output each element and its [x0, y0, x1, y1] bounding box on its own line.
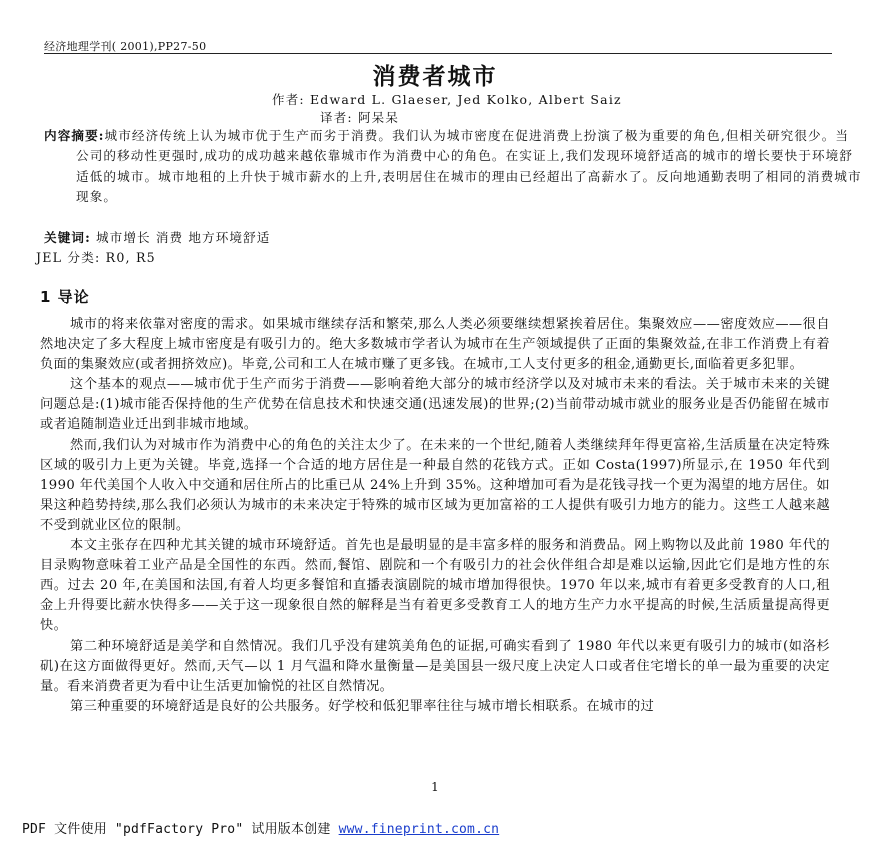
body-paragraph: 第三种重要的环境舒适是良好的公共服务。好学校和低犯罪率往往与城市增长相联系。在城市的过	[70, 698, 655, 714]
article-title: 消费者城市	[372, 63, 498, 90]
footer-text: PDF 文件使用 "pdfFactory Pro" 试用版本创建	[22, 822, 339, 837]
keywords-label: 关键词:	[44, 230, 91, 245]
body-paragraph: 然而,我们认为对城市作为消费中心的角色的关注太少了。在未来的一个世纪,随着人类继续拜年得更富裕,生活质量在决定特殊区域的吸引力上更为关键。毕竟,选择一个合适的地方居住是一种最自然的花钱方式。正如 Costa(1997)所显示,在 1950 年代到 1990 年代美国个人收入中交通和居住所占的比重已从 24%上升到 35%。这种增加可看为是花钱寻找一个更为渴望的地方居住。如果这种趋势持续,那么我们必须认为城市的未来决定于特殊的城市区域为更加富裕的工人提供有吸引力地方的能力。这些工人越来越不受到就业区位的限制。	[40, 437, 830, 533]
abstract	[44, 126, 862, 208]
body-paragraph: 城市的将来依靠对密度的需求。如果城市继续存活和繁荣,那么人类必须要继续想紧挨着居住。集聚效应——密度效应——很自然地决定了多大程度上城市密度是有吸引力的。绝大多数城市学者认为城市在生产领域提供了正面的集聚效益,在非工作消费上有着负面的集聚效应(或者拥挤效应)。毕竟,公司和工人在城市赚了更多钱。在城市,工人支付更多的租金,通勤更长,面临着更多犯罪。	[40, 317, 830, 373]
body-paragraph: 第二种环境舒适是美学和自然情况。我们几乎没有建筑美角色的证据,可确实看到了 1980 年代以来更有吸引力的城市(如洛杉矶)在这方面做得更好。然而,天气—以 1 月气温和降水量衡量—是美国县一级尺度上决定人口或者住宅增长的单一最为重要的决定量。看来消费者更为看中让生活更加愉悦的社区自然情况。	[40, 638, 830, 694]
keywords-text: 城市增长 消费 地方环境舒适	[95, 230, 271, 245]
abstract-text: 城市经济传统上认为城市优于生产而劣于消费。我们认为城市密度在促进消费上扮演了极为重要的角色,但相关研究很少。当公司的移动性更强时,成功的成功越来越依靠城市作为消费中心的角色。在实证上,我们发现环境舒适高的城市的增长要快于环境舒适低的城市。城市地租的上升快于城市薪水的上升,表明居住在城市的理由已经超出了高薪水了。反向地通勤表明了相同的消费城市现象。	[76, 128, 862, 205]
section-heading: 1 导论	[40, 288, 90, 306]
running-head: 经济地理学刊( 2001),PP27-50	[44, 40, 207, 53]
body-paragraph: 本文主张存在四种尤其关键的城市环境舒适。首先也是最明显的是丰富多样的服务和消费品。网上购物以及此前 1980 年代的目录购物意味着工业产品是全国性的东西。然而,餐馆、剧院和一个有吸引力的社会伙伴组合却是难以运输,因此它们是地方性的东西。过去 20 年,在美国和法国,有着人均更多餐馆和直播表演剧院的城市增加得很快。1970 年以来,城市有着更多受教育的人口,租金上升得要比薪水快得多——关于这一现象很自然的解释是当有着更多受教育工人的地方生产力水平提高的时候,生活质量提高得更快。	[40, 538, 830, 634]
pdf-footer	[22, 818, 499, 837]
footer-link[interactable]: www.fineprint.com.cn	[338, 822, 500, 837]
keywords	[44, 227, 270, 246]
header-rule	[44, 53, 832, 54]
section-body	[40, 315, 830, 717]
page-number: 1	[431, 780, 439, 794]
article-translator: 译者: 阿呆呆	[320, 110, 400, 125]
article-authors: 作者: Edward L. Glaeser, Jed Kolko, Albert Saiz	[272, 92, 622, 107]
abstract-label: 内容摘要:	[44, 128, 105, 143]
body-paragraph: 这个基本的观点——城市优于生产而劣于消费——影响着绝大部分的城市经济学以及对城市未来的看法。关于城市未来的关键问题总是:(1)城市能否保持他的生产优势在信息技术和快速交通(迅速发展)的世界;(2)当前带动城市就业的服务业是否仍能留在城市或者追随制造业迁出到非城市地域。	[40, 377, 830, 433]
jel-classification: JEL 分类: R0, R5	[36, 250, 156, 265]
